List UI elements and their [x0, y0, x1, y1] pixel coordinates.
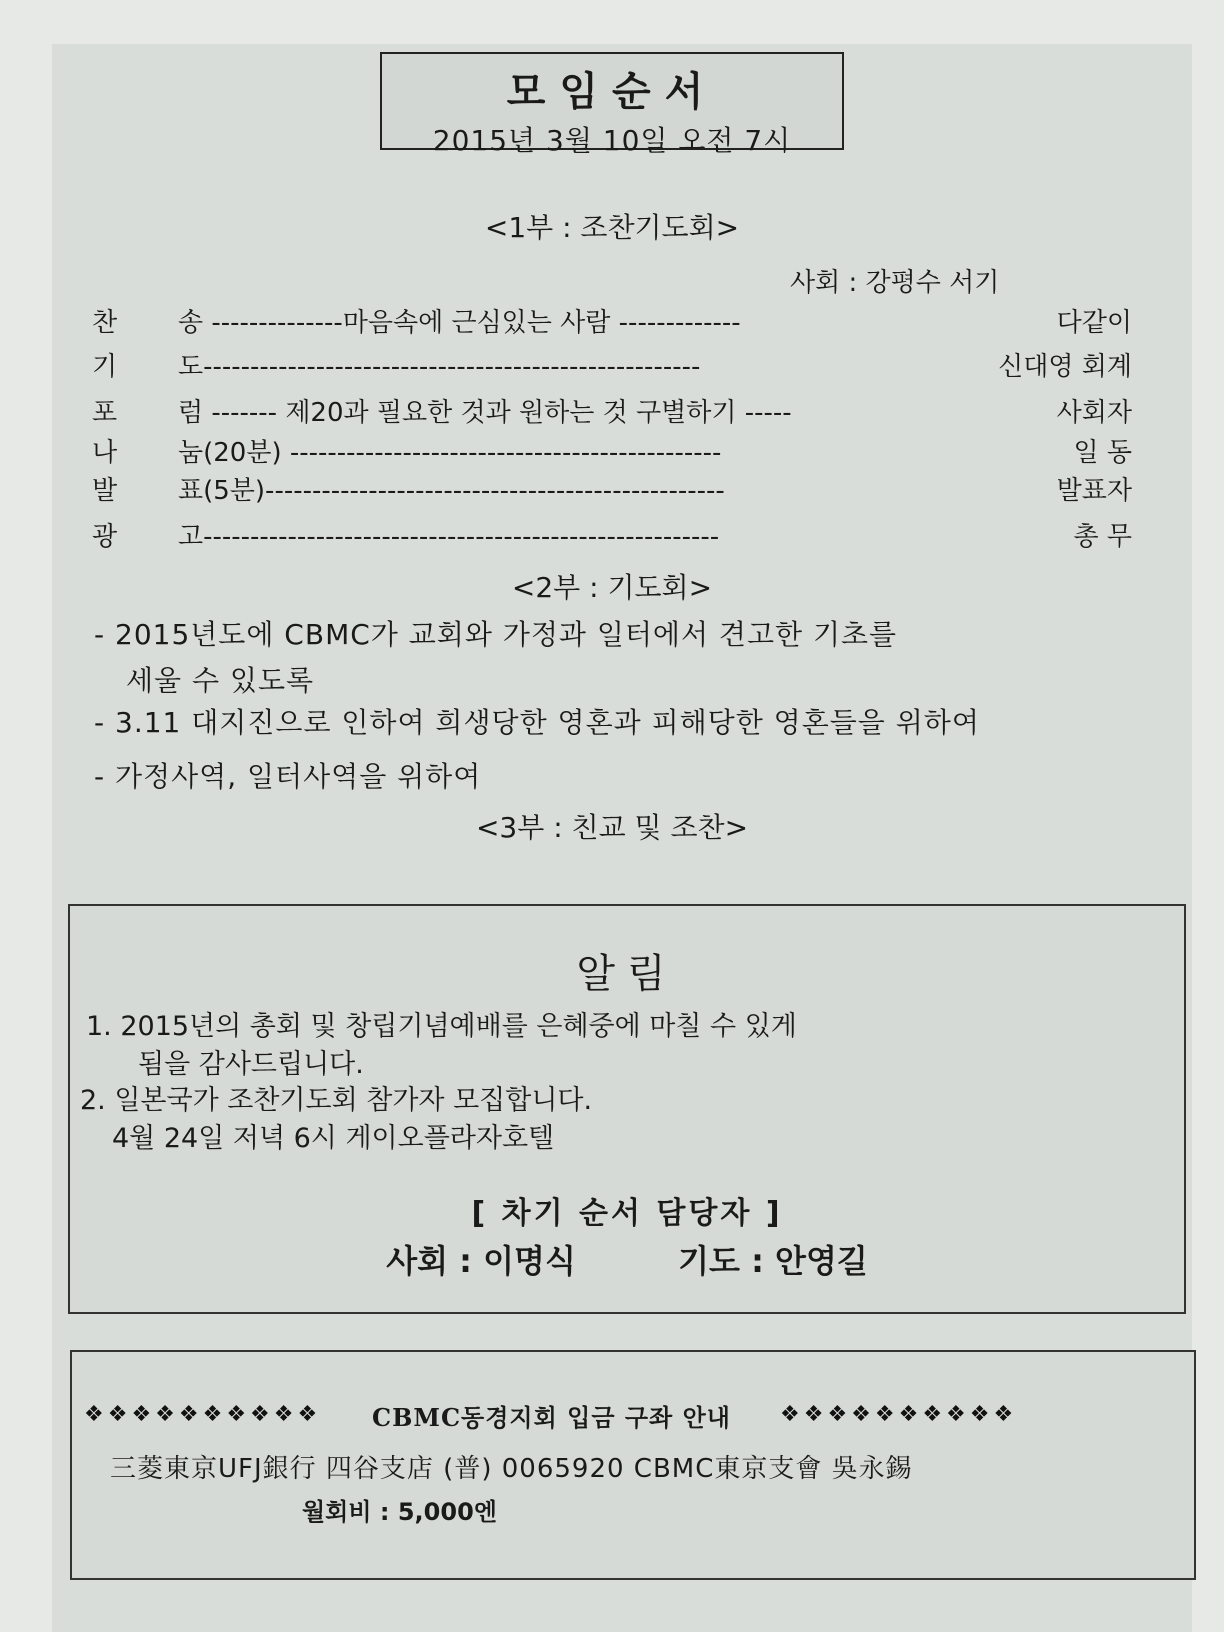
notice-item-1-line2: 됨을 감사드립니다.	[138, 1049, 364, 1080]
part3-heading: <3부 : 친교 및 조찬>	[475, 811, 749, 844]
monthly-fee: 월회비 : 5,000엔	[302, 1498, 497, 1526]
part1-host: 사회 : 강평수 서기	[790, 268, 1000, 298]
program-row	[92, 302, 1132, 342]
program-row	[92, 470, 1132, 510]
bank-info-title: CBMC동경지회 입금 구좌 안내	[372, 1403, 731, 1432]
prayer-item-continuation: 세울 수 있도록	[126, 664, 315, 697]
meeting-date: 2015년 3월 10일 오전 7시	[432, 124, 792, 157]
program-label-start: 기	[92, 352, 118, 382]
program-detail: 표(5분)-------------------------------------------------	[178, 476, 725, 506]
program-row	[92, 346, 1132, 386]
next-duty-heading: [ 차기 순서 담당자 ]	[471, 1196, 783, 1231]
notice-title: 알림	[576, 951, 678, 997]
program-role: 총 무	[1073, 522, 1132, 552]
part2-heading: <2부 : 기도회>	[511, 571, 713, 604]
program-role: 다같이	[1056, 308, 1132, 338]
program-detail: 도-----------------------------------------------------	[178, 352, 701, 382]
program-detail: 송 --------------마음속에 근심있는 사람 -------------	[178, 308, 741, 338]
notice-item-2-line1: 2. 일본국가 조찬기도회 참가자 모집합니다.	[80, 1085, 593, 1116]
diamond-ornament-icon: ❖❖❖❖❖❖❖❖❖❖	[84, 1402, 322, 1427]
page-title: 모임순서	[506, 69, 718, 115]
notice-item-1-line1: 1. 2015년의 총회 및 창립기념예배를 은혜중에 마칠 수 있게	[86, 1011, 797, 1042]
next-host: 사회 : 이명식	[386, 1242, 576, 1280]
title-box	[380, 52, 844, 157]
program-label-start: 광	[92, 522, 118, 552]
program-role: 사회자	[1056, 398, 1132, 428]
program-label-start: 포	[92, 398, 118, 428]
program-label-start: 나	[92, 438, 118, 468]
notice-item-2	[80, 1082, 592, 1158]
diamond-ornament-icon: ❖❖❖❖❖❖❖❖❖❖	[780, 1402, 1018, 1427]
program-detail: 고-------------------------------------------------------	[178, 522, 720, 552]
bank-info-box	[70, 1350, 1196, 1580]
program-role: 신대영 회계	[998, 352, 1132, 382]
program-role: 일 동	[1073, 438, 1132, 468]
next-duty-row	[70, 1236, 1184, 1282]
next-prayer: 기도 : 안영길	[678, 1242, 868, 1280]
bank-account: 三菱東京UFJ銀行 四谷支店 (普) 0065920 CBMC東京支會 吳永錫	[110, 1454, 913, 1484]
program-label-start: 찬	[92, 308, 118, 338]
program-detail: 럼 ------- 제20과 필요한 것과 원하는 것 구별하기 -----	[178, 398, 792, 428]
program-label-start: 발	[92, 476, 118, 506]
prayer-item	[94, 754, 481, 800]
prayer-item-text: - 3.11 대지진으로 인하여 희생당한 영혼과 피해당한 영혼들을 위하여	[94, 706, 980, 739]
program-row	[92, 432, 1132, 472]
prayer-item-text: - 가정사역, 일터사역을 위하여	[94, 760, 482, 793]
prayer-item	[94, 612, 897, 704]
prayer-item-text: - 2015년도에 CBMC가 교회와 가정과 일터에서 견고한 기초를	[94, 618, 898, 651]
program-role: 발표자	[1056, 476, 1132, 506]
notice-item-1	[86, 1008, 797, 1084]
program-row	[92, 516, 1132, 556]
notice-item-2-line2: 4월 24일 저녁 6시 게이오플라자호텔	[112, 1123, 555, 1154]
program-row	[92, 392, 1132, 432]
program-detail: 눔(20분) ----------------------------------------------	[178, 438, 722, 468]
part1-heading: <1부 : 조찬기도회>	[484, 211, 740, 244]
notice-box	[68, 904, 1186, 1314]
prayer-item	[94, 700, 980, 746]
